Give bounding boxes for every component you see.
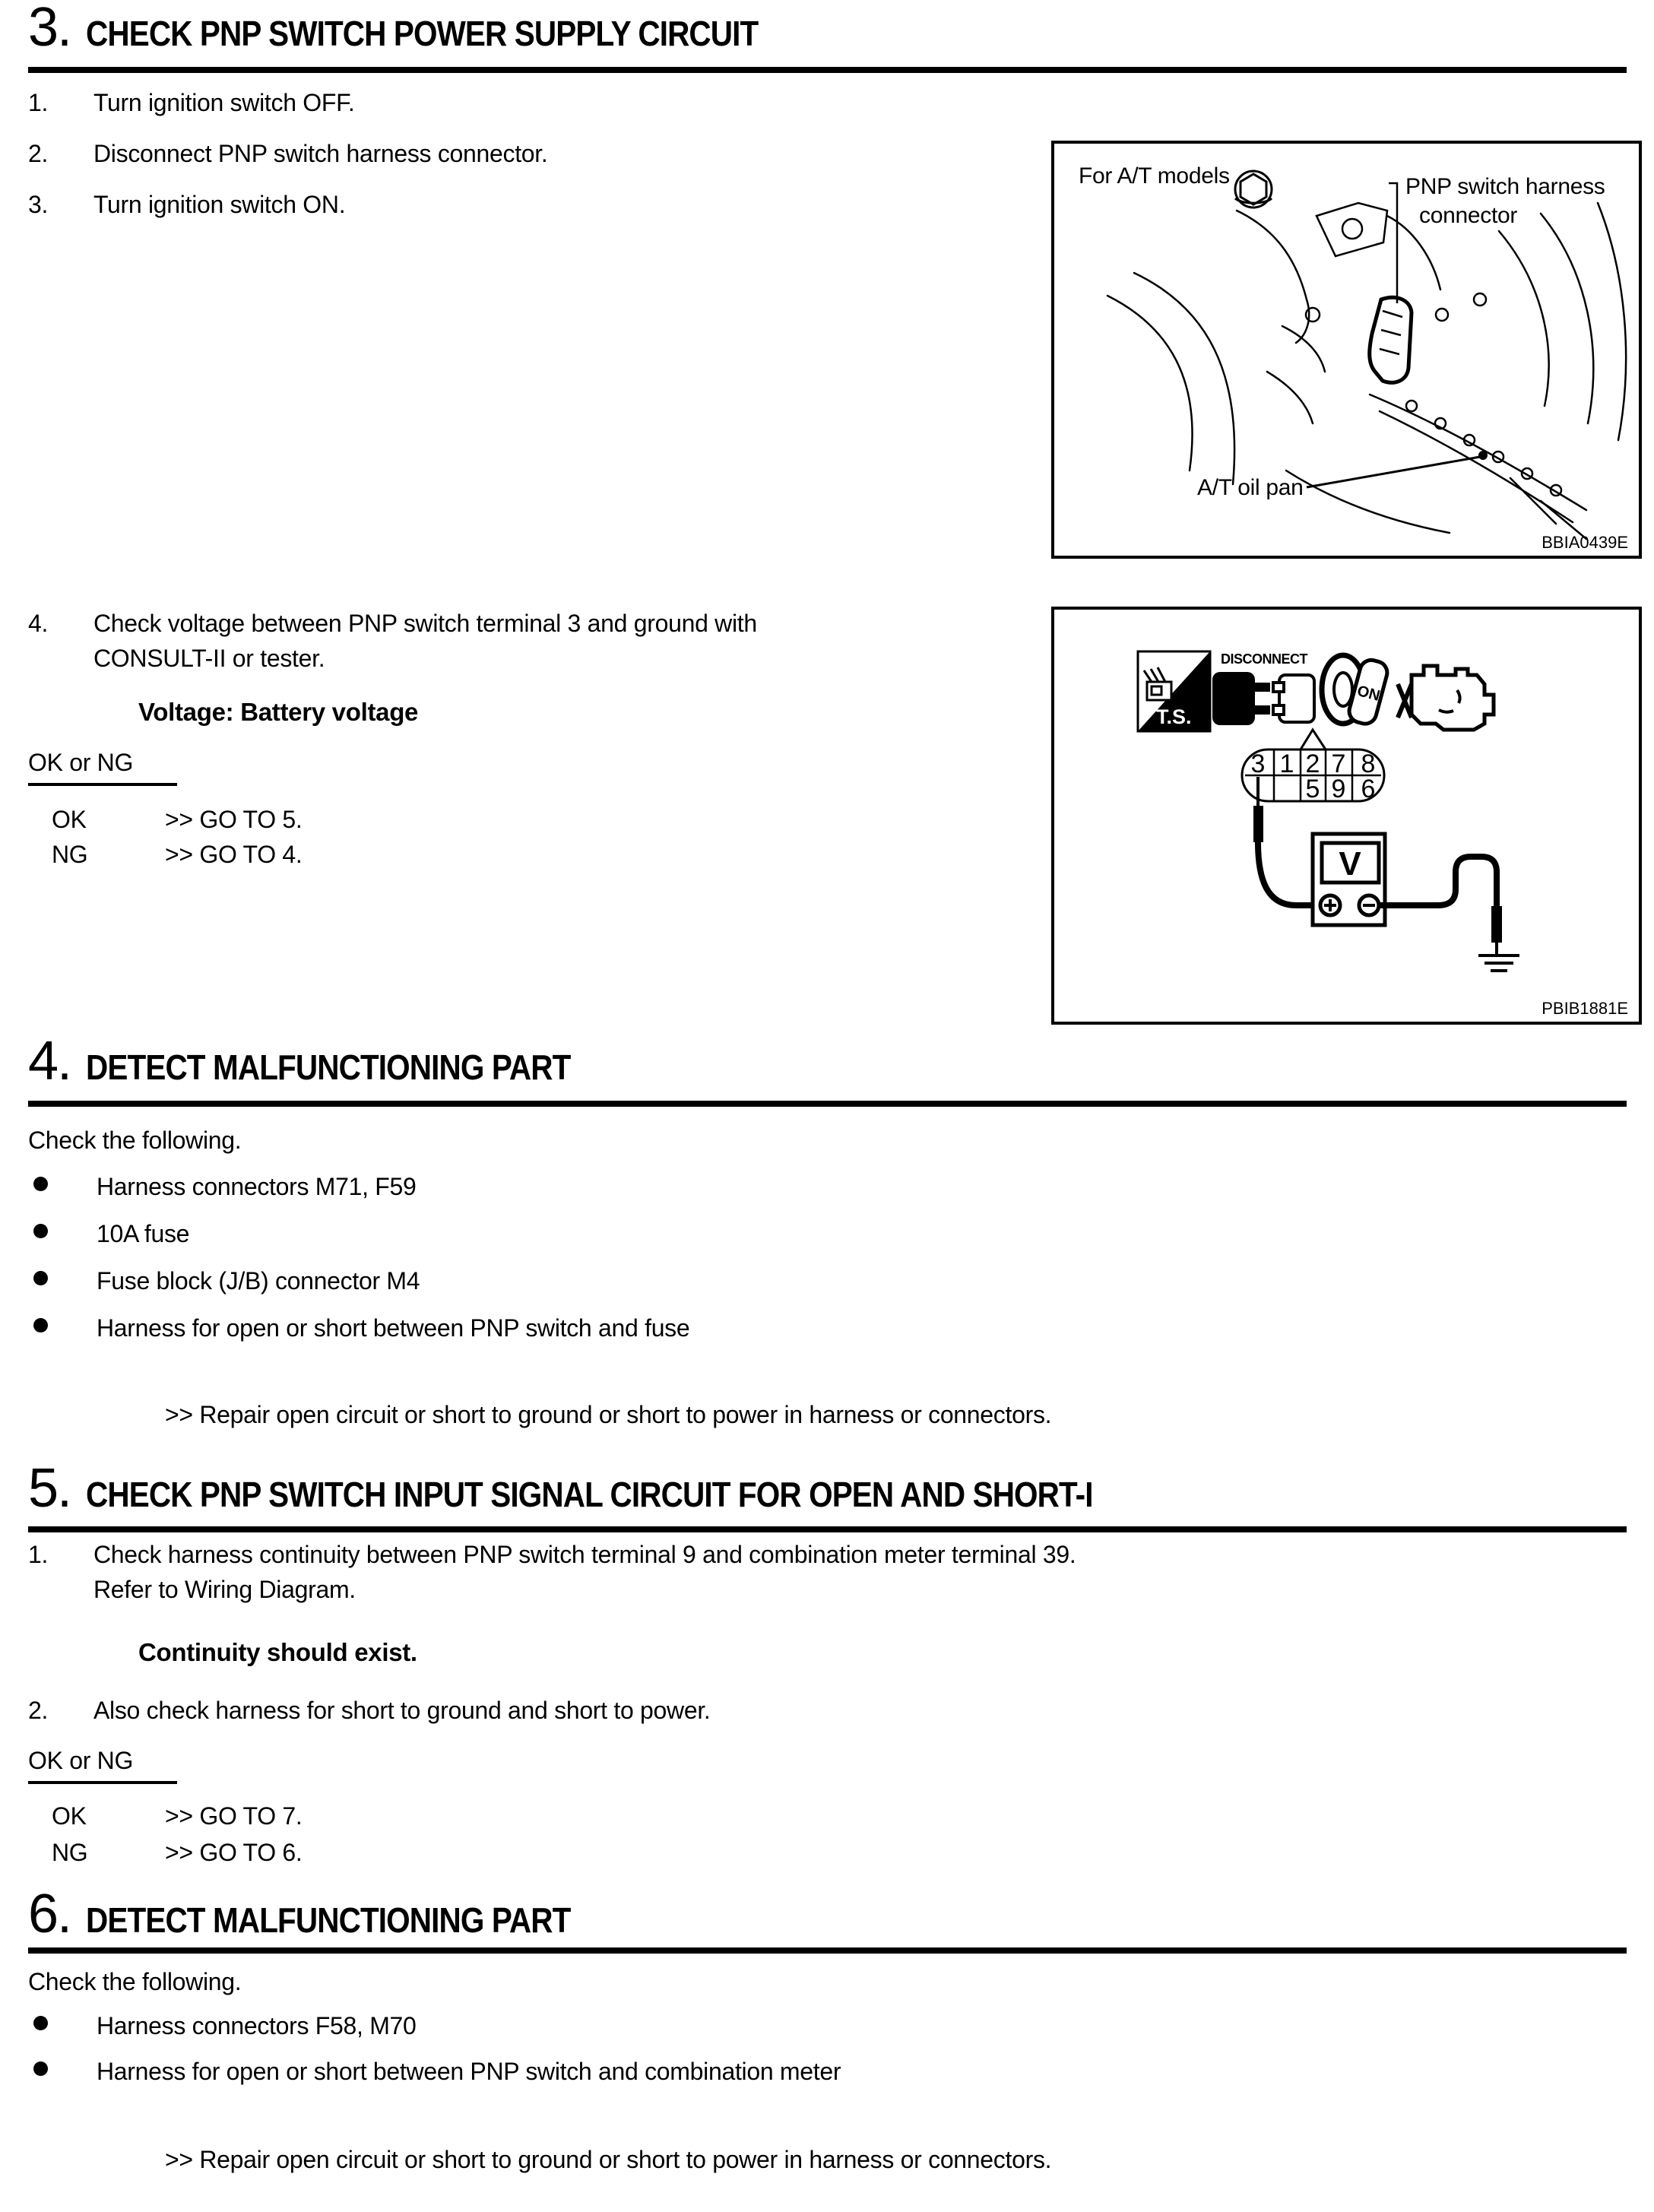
disconnect-icon [1212, 651, 1314, 725]
bullet-item: Harness connectors F58, M70 [97, 2012, 417, 2039]
step-number: 2. [28, 1697, 49, 1724]
bullet-icon [33, 2016, 48, 2030]
figure1-label-connector-line2: connector [1419, 203, 1518, 228]
section5-number: 5. [28, 1458, 71, 1519]
engine-illustration [1054, 144, 1639, 556]
pin-number: 6 [1361, 775, 1376, 803]
bullet-item: Harness for open or short between PNP switch and combination meter [97, 2058, 841, 2085]
oil-pan-leader-line [1307, 451, 1488, 487]
on-label: ON [1355, 682, 1382, 705]
bullet-icon [33, 2061, 48, 2076]
section6-title: DETECT MALFUNCTIONING PART [86, 1900, 571, 1940]
intro-text: Check the following. [28, 1127, 242, 1154]
step-number: 2. [28, 140, 49, 167]
pnp-connector-highlight [1370, 297, 1412, 382]
bullet-item: Fuse block (J/B) connector M4 [97, 1267, 420, 1295]
pin-number: 2 [1305, 749, 1320, 778]
section3-number: 3. [28, 0, 71, 58]
result-label: NG [52, 841, 88, 868]
step-number: 1. [28, 89, 49, 116]
step-number: 3. [28, 191, 49, 218]
figure2-code: PBIB1881E [1542, 999, 1628, 1018]
step-text-line: Check voltage between PNP switch terminal 3 and ground with [93, 610, 757, 637]
step-text: Turn ignition switch OFF. [93, 89, 355, 116]
intro-text: Check the following. [28, 1968, 242, 1995]
step-text: Disconnect PNP switch harness connector. [93, 140, 548, 167]
voltmeter-label: V [1339, 845, 1361, 883]
ground-symbol [1478, 906, 1519, 971]
bullet-icon [33, 1224, 48, 1238]
result-action: >> GO TO 5. [165, 806, 303, 833]
figure1-label-oil-pan: A/T oil pan [1197, 475, 1304, 500]
okng-heading: OK or NG [28, 749, 177, 786]
pin-number: 9 [1331, 775, 1346, 803]
section5-title: CHECK PNP SWITCH INPUT SIGNAL CIRCUIT FOR OPEN AND SHORT-I [86, 1475, 1093, 1514]
result-action: >> GO TO 4. [165, 841, 303, 868]
result-label: OK [52, 806, 87, 833]
bullet-icon [33, 1318, 48, 1333]
figure-voltage-test [1051, 607, 1642, 1025]
section6-header [28, 1884, 636, 1944]
section4-header [28, 1031, 636, 1092]
bullet-item: Harness for open or short between PNP switch and fuse [97, 1314, 690, 1342]
connector-leader-line [1389, 183, 1397, 303]
pin-number: 1 [1279, 749, 1294, 778]
pin-number: 3 [1250, 749, 1266, 778]
result-action: >> GO TO 7. [165, 1802, 303, 1830]
section4-number: 4. [28, 1031, 71, 1092]
section6-number: 6. [28, 1884, 71, 1944]
okng-heading: OK or NG [28, 1747, 177, 1784]
step-text: Also check harness for short to ground and short to power. [93, 1697, 711, 1724]
engine-line-art [1107, 203, 1626, 539]
figure1-label-models: For A/T models [1079, 163, 1230, 189]
section4-rule [28, 1101, 1627, 1107]
ignition-on-icon [1322, 655, 1389, 726]
ts-tool-icon [1138, 651, 1210, 731]
result-label: OK [52, 1802, 87, 1830]
engine-disconnected-icon [1398, 666, 1494, 730]
disconnect-label: DISCONNECT [1221, 651, 1308, 667]
section5-header [28, 1458, 1230, 1519]
figure1-label-connector-line1: PNP switch harness [1405, 174, 1605, 199]
ts-label: T.S. [1156, 705, 1192, 728]
pin-number: 8 [1361, 749, 1376, 778]
step-text-line: CONSULT-II or tester. [93, 645, 325, 672]
step-number: 4. [28, 610, 49, 637]
result-action: >> GO TO 6. [165, 1839, 303, 1866]
step-text-line: Check harness continuity between PNP switch terminal 9 and combination meter terminal 39. [93, 1541, 1076, 1568]
voltage-test-diagram [1054, 610, 1639, 1022]
bullet-icon [33, 1177, 48, 1191]
section3-rule [28, 67, 1627, 73]
result-label: NG [52, 1839, 88, 1866]
section5-rule [28, 1526, 1627, 1532]
section3-title: CHECK PNP SWITCH POWER SUPPLY CIRCUIT [86, 14, 759, 53]
bolt-icon [1235, 171, 1272, 208]
step-text-line: Refer to Wiring Diagram. [93, 1576, 356, 1603]
pin-number: 5 [1305, 775, 1320, 803]
bullet-item: 10A fuse [97, 1220, 190, 1247]
negative-lead-wire [1379, 857, 1497, 906]
step-number: 1. [28, 1541, 49, 1568]
bullet-icon [33, 1271, 48, 1285]
figure1-code: BBIA0439E [1542, 533, 1628, 552]
section6-rule [28, 1947, 1627, 1954]
pin-number: 7 [1331, 749, 1346, 778]
repair-action: >> Repair open circuit or short to ground or short to power in harness or connectors. [165, 1401, 1052, 1428]
spec-voltage: Voltage: Battery voltage [138, 698, 419, 726]
bullet-item: Harness connectors M71, F59 [97, 1173, 417, 1200]
spec-continuity: Continuity should exist. [138, 1638, 417, 1666]
repair-action: >> Repair open circuit or short to ground or short to power in harness or connectors. [165, 2146, 1052, 2173]
step-text: Turn ignition switch ON. [93, 191, 346, 218]
section4-title: DETECT MALFUNCTIONING PART [86, 1047, 571, 1087]
section3-header [28, 0, 850, 58]
figure-engine-location [1051, 141, 1642, 559]
test-probe-positive [1253, 777, 1263, 842]
